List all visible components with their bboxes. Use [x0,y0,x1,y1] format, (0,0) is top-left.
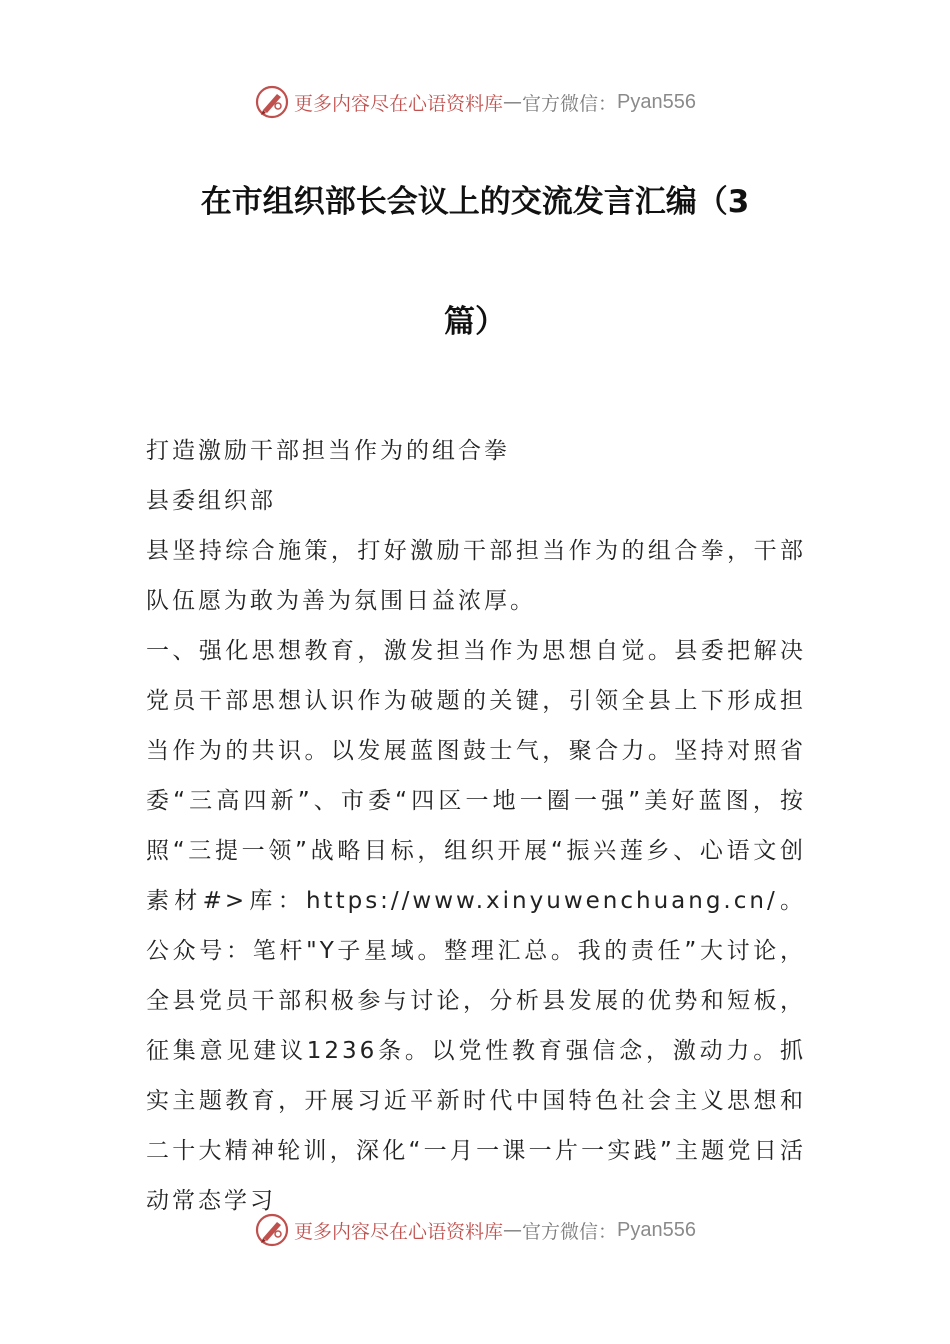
body-paragraph: 县坚持综合施策，打好激励干部担当作为的组合拳，干部队伍愿为敢为善为氛围日益浓厚。 [146,538,806,614]
document-body [146,426,806,1226]
banner-dash: — [503,1219,523,1241]
pen-logo-icon [254,1212,290,1248]
banner-wechat-id: Pyan556 [617,1218,696,1241]
article-heading: 打造激励干部担当作为的组合拳 [146,438,510,464]
header-banner [0,82,950,122]
document-title-line1: 在市组织部长会议上的交流发言汇编（3 [200,184,750,220]
body-paragraph: 一、强化思想教育，激发担当作为思想自觉。县委把解决党员干部思想认识作为破题的关键，引领全县上下形成担当作为的共识。以发展蓝图鼓士气，聚合力。坚持对照省委“三高四新”、市委“四区一地一圈一强”美好蓝图，按照“三提一领”战略目标，组织开展“振兴莲乡、心语文创素材#>库：https://www.xinyuwenchuang.cn/。公众号：笔杆"Y子星域。整理汇总。我的责任”大讨论，全县党员干部积极参与讨论，分析县发展的优势和短板，征集意见建议1236条。以党性教育强信念，激动力。抓实主题教育，开展习近平新时代中国特色社会主义思想和二十大精神轮训，深化“一月一课一片一实践”主题党日活动常态学习 [146,638,806,1214]
banner-wechat-label: 官方微信： [522,92,618,115]
banner-wechat-label: 官方微信： [522,1220,618,1243]
document-title-line2: 篇） [444,304,506,340]
banner-wechat-id: Pyan556 [617,90,696,113]
banner-promo-text: 更多内容尽在心语资料库 [294,1220,504,1243]
footer-banner [0,1210,950,1250]
banner-promo-text: 更多内容尽在心语资料库 [294,92,504,115]
pen-logo-icon [254,84,290,120]
banner-dash: — [503,91,523,113]
article-author: 县委组织部 [146,488,276,514]
